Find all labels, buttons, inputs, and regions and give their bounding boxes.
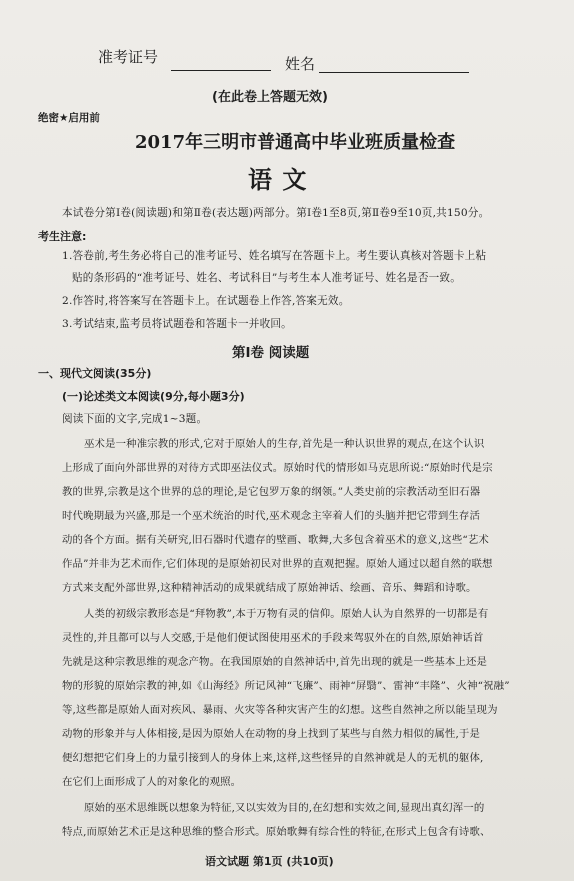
- passage-line: 时代晚期最为兴盛,那是一个巫术统治的时代,巫术观念主宰着人们的头脑并把它带到生存活: [62, 510, 480, 522]
- exam-title: 2017年三明市普通高中毕业班质量检查: [135, 132, 456, 153]
- passage-line: 灵性的,并且都可以与人交感,于是他们便试图使用巫术的手段来驾驭外在的自然,原始神话首: [62, 632, 484, 644]
- note-3: 3.考试结束,监考员将试题卷和答题卡一并收回。: [62, 318, 292, 330]
- passage-line: 物的形貌的原始宗教的神,如《山海经》所记风神“飞廉”、雨神“屏翳”、雷神“丰隆”、火神“祝融”: [62, 680, 510, 692]
- passage-line: 在它们上面形成了人的对象化的观照。: [62, 776, 242, 788]
- intro-text: 本试卷分第Ⅰ卷(阅读题)和第Ⅱ卷(表达题)两部分。第Ⅰ卷1至8页,第Ⅱ卷9至10页,共150分。: [62, 207, 490, 219]
- section-heading: 一、现代文阅读(35分): [38, 367, 152, 380]
- note-1-cont: 贴的条形码的“准考证号、姓名、考试科目”与考生本人准考证号、姓名是否一致。: [72, 272, 462, 284]
- passage-line: 上形成了面向外部世界的对待方式即巫法仪式。原始时代的情形如马克思所说:“原始时代是宗: [62, 462, 493, 474]
- passage-line: 教的世界,宗教是这个世界的总的理论,是它包罗万象的纲领。”人类史前的宗教活动至旧石器: [62, 486, 481, 498]
- passage-line: 动的各个方面。据有关研究,旧石器时代遗存的壁画、歌舞,大多包含着巫术的意义,这些“艺术: [62, 534, 489, 546]
- passage-line: 先就是这种宗教思维的观念产物。在我国原始的自然神话中,首先出现的就是一些基本上还是: [62, 656, 488, 668]
- passage-line: 等,这些都是原始人面对疾风、暴雨、火灾等各种灾害产生的幻想。这些自然神之所以能呈现为: [62, 704, 498, 716]
- passage-instruction: 阅读下面的文字,完成1~3题。: [62, 413, 208, 425]
- name-label: 姓名: [285, 55, 316, 73]
- subsection-heading: (一)论述类文本阅读(9分,每小题3分): [62, 390, 245, 403]
- passage-line: 动物的形象并与人体相接,是因为原始人在动物的身上找到了某些与自然力相似的属性,于是: [62, 728, 480, 740]
- invalid-answer-notice: (在此卷上答题无效): [212, 90, 328, 105]
- name-blank[interactable]: [319, 72, 469, 73]
- passage-line: 人类的初级宗教形态是“拜物教”,本于万物有灵的信仰。原始人认为自然界的一切都是有: [84, 608, 489, 620]
- notes-heading: 考生注意:: [38, 230, 87, 243]
- note-2: 2.作答时,将答案写在答题卡上。在试题卷上作答,答案无效。: [62, 295, 350, 307]
- exam-id-blank[interactable]: [171, 70, 271, 71]
- passage-line: 便幻想把它们身上的力量引接到人的身体上来,这样,这些怪异的自然神就是人的无机的躯体,: [62, 752, 484, 764]
- passage-line: 原始的巫术思维既以想象为特征,又以实效为目的,在幻想和实效之间,显现出真幻浑一的: [84, 802, 485, 814]
- note-1: 1.答卷前,考生务必将自己的准考证号、姓名填写在答题卡上。考生要认真核对答题卡上粘: [62, 250, 487, 262]
- passage-line: 特点,而原始艺术正是这种思维的整合形式。原始歌舞有综合性的特征,在形式上包含有诗歌、: [62, 826, 491, 838]
- passage-line: 巫术是一种准宗教的形式,它对于原始人的生存,首先是一种认识世界的观点,在这个认识: [84, 438, 485, 450]
- exam-id-label: 准考证号: [98, 48, 159, 66]
- part-heading: 第Ⅰ卷 阅读题: [232, 345, 310, 361]
- secret-label: 绝密★启用前: [38, 112, 100, 124]
- subject-title: 语 文: [248, 166, 308, 194]
- passage-line: 作品”并非为艺术而作,它们体现的是原始初民对世界的直观把握。原始人通过以超自然的联想: [62, 558, 493, 570]
- passage-line: 方式来支配外部世界,这种精神活动的成果就结成了原始神话、绘画、音乐、舞蹈和诗歌。: [62, 582, 477, 594]
- page-footer: 语文试题 第1页 (共10页): [205, 855, 334, 868]
